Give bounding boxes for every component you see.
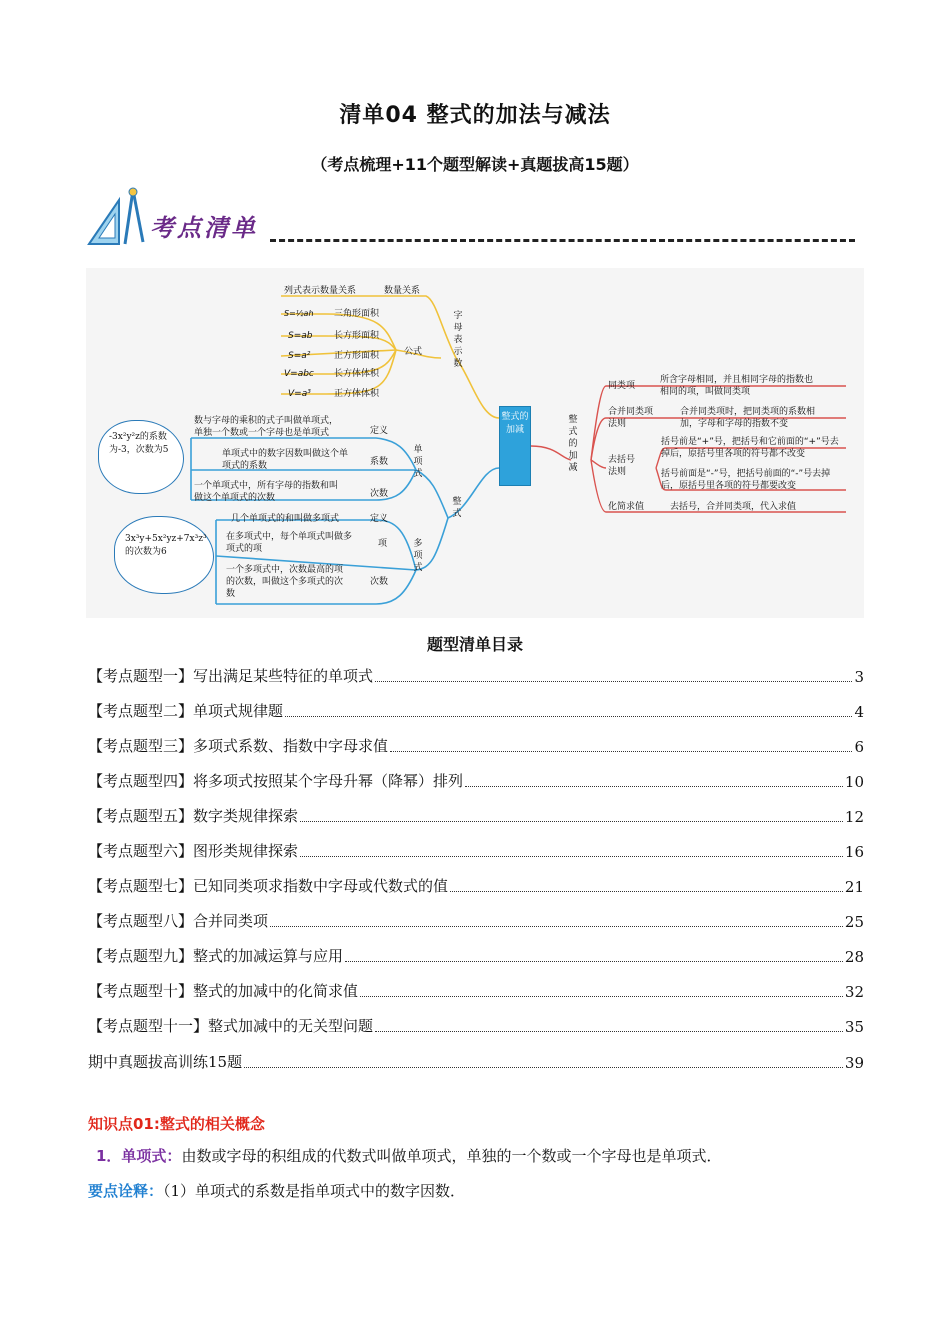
toc-page: 3 [854,668,864,686]
toc-label: 【考点题型十】整式的加减中的化简求值 [88,982,359,1000]
banner-dashed-line [270,239,855,242]
toc-page: 16 [844,843,864,861]
toc-leader [300,856,843,857]
toc-label: 【考点题型三】多项式系数、指数中字母求值 [88,737,389,755]
toc-leader [285,716,852,717]
qukuohao-text-1: 括号前是“+”号，把括号和它前面的“+”号去掉后，原括号里各项的符号都不改变 [661,437,839,459]
knowledge-item-text: 由数或字母的积组成的代数式叫做单项式，单独的一个数或一个字母也是单项式． [181,1147,722,1165]
knowledge-item-label: 1．单项式： [96,1147,182,1165]
duoxiangshi-label: 多项式 [413,539,423,573]
banner-title: 考点清单 [150,214,258,242]
duoxiangshi-example-cloud: 3x³y+5x²yz+7x³z³的次数为6 [114,516,214,594]
formula-1: S=½ah [284,309,314,318]
dan-def-text: 数与字母的乘积的式子叫做单项式，单独一个数或一个字母也是单项式 [194,416,339,438]
toc-page: 25 [844,913,864,931]
toc-page: 28 [844,948,864,966]
page-title: 清单04 整式的加法与减法 [339,103,611,128]
toc-row[interactable] [88,1014,864,1036]
ruler-compass-icon [85,186,155,250]
toc-leader [465,786,843,787]
duo-term-text: 在多项式中，每个单项式叫做多项式的项 [226,532,353,554]
toc-row[interactable] [88,1050,864,1072]
zhengshi-label: 整式 [452,497,462,519]
huajian-key: 化简求值 [608,502,645,512]
qukuohao-key: 去括号法则 [608,455,636,477]
toc-row[interactable] [88,979,864,1001]
gongshi-label: 公式 [404,347,423,357]
toc-leader [270,926,843,927]
toc-row[interactable] [88,804,864,826]
dan-coef-text: 单项式中的数字因数叫做这个单项式的系数 [222,449,349,471]
zimu-shuliang-item: 列式表示数量关系 [284,286,357,296]
page-subtitle: （考点梳理+11个题型解读+真题拔高15题） [311,155,639,174]
toc-row[interactable] [88,699,864,721]
dan-deg-text: 一个单项式中，所有字母的指数和叫做这个单项式的次数 [194,481,339,503]
dan-coef-key: 系数 [370,457,389,467]
formula-name-1: 三角形面积 [334,309,380,319]
toc-row[interactable] [88,909,864,931]
knowledge-note-label: 要点诠释： [88,1182,164,1200]
tongleixiang-text: 所含字母相同，并且相同字母的指数也相同的项，叫做同类项 [660,375,814,397]
toc-page: 12 [844,808,864,826]
toc-row[interactable] [88,769,864,791]
toc-leader [375,1031,843,1032]
toc-leader [360,996,843,997]
qukuohao-text-2: 括号前面是“-”号，把括号前面的“-”号去掉后，原括号里各项的符号都要改变 [661,469,831,491]
toc-label: 【考点题型七】已知同类项求指数中字母或代数式的值 [88,877,449,895]
toc-row[interactable] [88,664,864,686]
formula-5: V=a³ [288,389,311,399]
toc-label: 【考点题型一】写出满足某些特征的单项式 [88,667,374,685]
formula-3: S=a² [288,351,311,361]
duo-deg-text: 一个多项式中，次数最高的项的次数，叫做这个多项式的次数 [226,565,344,599]
toc-label: 【考点题型九】整式的加减运算与应用 [88,947,344,965]
section-banner [85,186,860,250]
tongleixiang-key: 同类项 [608,381,636,391]
toc-page: 6 [854,738,864,756]
duo-def-text: 几个单项式的和叫做多项式 [231,514,340,524]
toc-leader [450,891,843,892]
toc-page: 35 [844,1018,864,1036]
zimu-shuliang-label: 数量关系 [384,286,421,296]
toc-label: 【考点题型二】单项式规律题 [88,702,284,720]
jiajian-label: 整式的加减 [568,415,578,473]
toc-label: 【考点题型十一】整式加减中的无关型问题 [88,1017,374,1035]
toc-leader [375,681,852,682]
formula-name-5: 正方体体积 [334,389,380,399]
formula-name-4: 长方体体积 [334,369,380,379]
toc-page: 4 [854,703,864,721]
toc-row[interactable] [88,944,864,966]
zimu-label: 字母表示数 [453,311,463,369]
toc-row[interactable] [88,874,864,896]
toc-page: 32 [844,983,864,1001]
huajian-text: 去括号，合并同类项，代入求值 [670,502,797,512]
mindmap [86,268,864,618]
duo-def-key: 定义 [370,514,389,524]
formula-4: V=abc [284,369,314,379]
hebing-key: 合并同类项法则 [608,407,654,429]
hebing-text: 合并同类项时，把同类项的系数相加，字母和字母的指数不变 [680,407,816,429]
danxiangshi-example-cloud: -3x²y²z的系数为-3，次数为5 [98,420,184,494]
toc-label: 期中真题拔高训练15题 [88,1053,243,1071]
formula-2: S=ab [288,331,313,341]
toc-title: 题型清单目录 [426,635,523,654]
toc-page: 10 [844,773,864,791]
toc-label: 【考点题型六】图形类规律探索 [88,842,299,860]
toc-label: 【考点题型五】数字类规律探索 [88,807,299,825]
knowledge-note [88,1180,465,1201]
toc-leader [244,1067,843,1068]
toc-leader [390,751,852,752]
mindmap-center: 整式的加减 [499,406,531,486]
toc-label: 【考点题型八】合并同类项 [88,912,269,930]
toc-row[interactable] [88,839,864,861]
knowledge-note-text: （1）单项式的系数是指单项式中的数字因数． [163,1182,466,1200]
duo-term-key: 项 [378,539,388,549]
knowledge-heading: 知识点01:整式的相关概念 [88,1115,265,1133]
toc-row[interactable] [88,734,864,756]
toc-leader [300,821,843,822]
toc-label: 【考点题型四】将多项式按照某个字母升幂（降幂）排列 [88,772,464,790]
formula-name-2: 长方形面积 [334,331,380,341]
duo-deg-key: 次数 [370,577,389,587]
danxiangshi-label: 单项式 [413,445,423,479]
formula-name-3: 正方形面积 [334,351,380,361]
toc-page: 39 [844,1054,864,1072]
toc-page: 21 [844,878,864,896]
toc-leader [345,961,843,962]
knowledge-item [96,1145,721,1166]
dan-deg-key: 次数 [370,489,389,499]
dan-def-key: 定义 [370,426,389,436]
